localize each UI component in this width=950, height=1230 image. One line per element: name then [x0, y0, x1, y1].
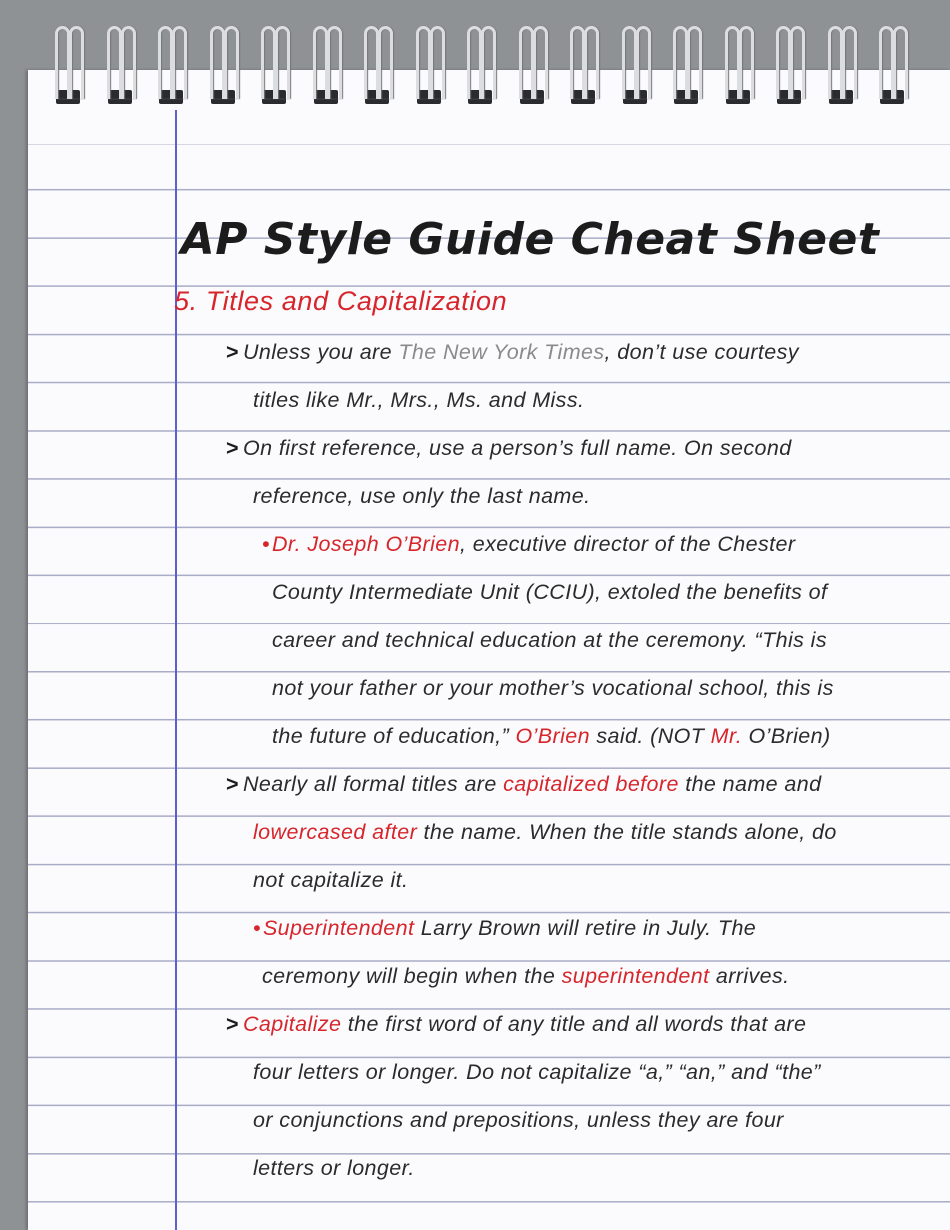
coil-loop: [261, 26, 276, 99]
example-continuation: the future of education,” O’Brien said. (NOT Mr. O’Brien): [272, 724, 831, 748]
coil-loop: [275, 26, 290, 99]
coil-loop: [224, 26, 239, 99]
list-item-continuation: lowercased after the name. When the title stands alone, do: [253, 820, 837, 844]
list-item-continuation: not capitalize it.: [253, 868, 409, 892]
spiral-coil-icon: [771, 26, 807, 108]
coil-loop: [790, 26, 805, 99]
coil-loop: [210, 26, 225, 99]
list-item: > Nearly all formal titles are capitalized before the name and: [226, 772, 822, 796]
margin-line: [175, 110, 177, 1230]
coil-loop: [364, 26, 379, 99]
spiral-coil-icon: [153, 26, 189, 108]
coil-loop: [879, 26, 894, 99]
coil-loop: [378, 26, 393, 99]
list-item-continuation: reference, use only the last name.: [253, 484, 591, 508]
coil-loop: [107, 26, 122, 99]
coil-loop: [828, 26, 843, 99]
list-item: > On first reference, use a person’s full name. On second: [226, 436, 792, 460]
coil-loop: [776, 26, 791, 99]
list-item-continuation: or conjunctions and prepositions, unless they are four: [253, 1108, 784, 1132]
coil-loop: [739, 26, 754, 99]
arrow-bullet-icon: >: [226, 436, 239, 460]
coil-loop: [158, 26, 173, 99]
coil-loop: [687, 26, 702, 99]
coil-loop: [893, 26, 908, 99]
coil-loop: [725, 26, 740, 99]
spiral-coil-icon: [256, 26, 292, 108]
list-item-continuation: letters or longer.: [253, 1156, 415, 1180]
coil-loop: [327, 26, 342, 99]
spiral-coil-icon: [102, 26, 138, 108]
spiral-coil-icon: [720, 26, 756, 108]
arrow-bullet-icon: >: [226, 772, 239, 796]
example-item: •Superintendent Larry Brown will retire in July. The: [253, 916, 757, 940]
example-continuation: ceremony will begin when the superintendent arrives.: [262, 964, 790, 988]
coil-loop: [172, 26, 187, 99]
coil-loop: [533, 26, 548, 99]
coil-loop: [519, 26, 534, 99]
spiral-binding-icon: [0, 0, 950, 120]
publication-name: The New York Times: [398, 340, 605, 364]
spiral-coil-icon: [462, 26, 498, 108]
example-item: •Dr. Joseph O’Brien, executive director of the Chester: [262, 532, 796, 556]
list-item: > Unless you are The New York Times, don’t use courtesy: [226, 340, 799, 364]
example-continuation: not your father or your mother’s vocational school, this is: [272, 676, 834, 700]
section-heading: 5. Titles and Capitalization: [174, 286, 508, 316]
dot-bullet-icon: •: [253, 916, 261, 940]
example-continuation: County Intermediate Unit (CCIU), extoled the benefits of: [272, 580, 828, 604]
coil-loop: [481, 26, 496, 99]
coil-loop: [673, 26, 688, 99]
coil-loop: [416, 26, 431, 99]
spiral-coil-icon: [823, 26, 859, 108]
list-item: > Capitalize the first word of any title and all words that are: [226, 1012, 807, 1036]
spiral-coil-icon: [514, 26, 550, 108]
arrow-bullet-icon: >: [226, 340, 239, 364]
spiral-coil-icon: [50, 26, 86, 108]
list-item-continuation: titles like Mr., Mrs., Ms. and Miss.: [253, 388, 585, 412]
spiral-coil-icon: [668, 26, 704, 108]
coil-loop: [570, 26, 585, 99]
coil-loop: [622, 26, 637, 99]
coil-loop: [313, 26, 328, 99]
coil-loop: [467, 26, 482, 99]
spiral-coil-icon: [308, 26, 344, 108]
spiral-coil-icon: [565, 26, 601, 108]
coil-loop: [69, 26, 84, 99]
example-continuation: career and technical education at the ceremony. “This is: [272, 628, 827, 652]
coil-loop: [430, 26, 445, 99]
spiral-coil-icon: [874, 26, 910, 108]
spiral-coil-icon: [617, 26, 653, 108]
coil-loop: [121, 26, 136, 99]
coil-loop: [55, 26, 70, 99]
coil-loop: [584, 26, 599, 99]
coil-loop: [636, 26, 651, 99]
dot-bullet-icon: •: [262, 532, 270, 556]
list-item-continuation: four letters or longer. Do not capitalize “a,” “an,” and “the”: [253, 1060, 821, 1084]
arrow-bullet-icon: >: [226, 1012, 239, 1036]
page-title: AP Style Guide Cheat Sheet: [180, 214, 880, 265]
spiral-coil-icon: [411, 26, 447, 108]
spiral-coil-icon: [359, 26, 395, 108]
coil-loop: [842, 26, 857, 99]
spiral-coil-icon: [205, 26, 241, 108]
